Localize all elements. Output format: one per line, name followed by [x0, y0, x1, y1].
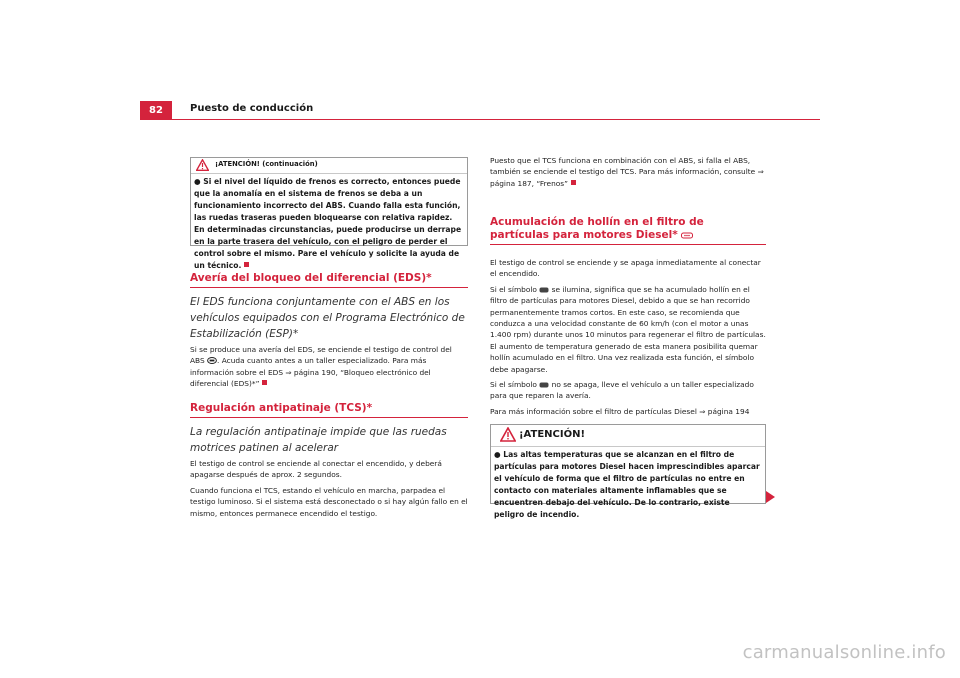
warning-continued-header: [191, 158, 467, 174]
eds-body-text-a: Si se produce una avería del EDS, se enciende el testigo de control del ABS: [190, 345, 452, 366]
warning-box: [490, 424, 766, 519]
soot-paragraph-3-a: Si el símbolo: [490, 380, 537, 390]
tcs-section: [190, 402, 468, 523]
tcs-continuation: [490, 155, 766, 193]
warning-header: [491, 425, 765, 447]
continue-arrow-icon: [766, 491, 775, 503]
warning-continued-body: [191, 174, 467, 272]
eds-body: [190, 344, 468, 390]
eds-title: Avería del bloqueo del diferencial (EDS)*: [190, 272, 432, 284]
diesel-particle-filter-icon: [539, 382, 549, 388]
running-head: Puesto de conducción: [190, 103, 314, 114]
tcs-title: Regulación antipatinaje (TCS)*: [190, 402, 373, 414]
soot-paragraph-2-b: se ilumina, significa que se ha acumulado hollín en el filtro de partículas para motores Diesel, debido a que se han recorrido permanentemente tramos cortos. En este caso, se recomienda que conduzca a una velocidad constante de 60 km/h (con el motor a unas 1.400 rpm) durante unos 10 minutos para regenerar el filtro de partículas. El aumento de temperatura generado de esta manera posibilita quemar hollín acumulado en el filtro. Una vez realizada esta función, el símbolo debe apagarse.: [490, 284, 766, 374]
soot-paragraph-1: El testigo de control se enciende y se apaga inmediatamente al conectar el encendido.: [490, 258, 761, 279]
eds-lead: El EDS funciona conjuntamente con el ABS en los vehículos equipados con el Programa Electrónico de Estabilización (ESP)*: [190, 296, 465, 340]
header-rule: [172, 119, 820, 120]
soot-paragraph-2: [490, 284, 766, 375]
warning-triangle-icon: [196, 159, 209, 171]
diesel-particle-filter-icon: [681, 232, 693, 239]
tcs-title-rule: [190, 417, 468, 418]
watermark: carmanualsonline.info: [742, 642, 946, 663]
end-mark-icon: [571, 180, 576, 185]
soot-paragraph-4: Para más información sobre el filtro de partículas Diesel ⇒ página 194: [490, 406, 750, 416]
tcs-lead: La regulación antipatinaje impide que las ruedas motrices patinen al acelerar: [190, 426, 447, 454]
warning-triangle-icon: [500, 427, 516, 442]
page-number: 82: [149, 105, 163, 116]
soot-paragraph-3: [490, 379, 766, 402]
diesel-particle-filter-icon: [539, 287, 549, 293]
soot-title-text: Acumulación de hollín en el filtro de partículas para motores Diesel*: [490, 216, 704, 241]
soot-body: [490, 257, 766, 417]
eds-body-text-b: . Acuda cuanto antes a un taller especializado. Para más información sobre el EDS ⇒ página 190, “Bloqueo electrónico del diferencial (EDS)*”: [190, 356, 431, 389]
soot-title: [490, 216, 766, 242]
soot-section: [490, 216, 766, 421]
end-mark-icon: [262, 380, 267, 385]
tcs-paragraph-2: Cuando funciona el TCS, estando el vehículo en marcha, parpadea el testigo luminoso. Si el sistema está desconectado o si hay algún fallo en el mismo, entonces permanece encendido el testigo.: [190, 485, 468, 518]
warning-continued-text: Si el nivel del líquido de frenos es correcto, entonces puede que la anomalía en el sistema de frenos se deba a un funcionamiento incorrecto del ABS. Cuando falla esta función, las ruedas traseras pueden bloquearse con relativa rapidez. En determinadas circunstancias, puede producirse un derrape en la parte trasera del vehículo, con el peligro de perder el control sobre el mismo. Pare el vehículo y solicite la ayuda de un técnico.: [194, 177, 462, 270]
bullet-icon: ●: [194, 177, 204, 186]
eds-title-rule: [190, 287, 468, 288]
warning-title: ¡ATENCIÓN!: [519, 429, 586, 440]
tcs-body: [190, 458, 468, 519]
warning-body: [491, 447, 765, 521]
soot-title-rule: [490, 244, 766, 245]
eds-section: [190, 272, 468, 394]
tcs-continuation-text: Puesto que el TCS funciona en combinación con el ABS, si falla el ABS, también se enciende el testigo del TCS. Para más información, consulte ⇒ página 187, “Frenos”: [490, 156, 764, 188]
tcs-paragraph-1: El testigo de control se enciende al conectar el encendido, y deberá apagarse después de aprox. 2 segundos.: [190, 459, 442, 480]
warning-continued-box: [190, 157, 468, 270]
warning-text: Las altas temperaturas que se alcanzan en el filtro de partículas para motores Diesel hacen imprescindibles aparcar el vehículo de forma que el filtro de partículas no entre en contacto con materiales altamente inflamables que se encuentren debajo del vehículo. De lo contrario, existe peligro de incendio.: [494, 450, 760, 519]
bullet-icon: ●: [494, 450, 504, 459]
warning-continued-title: ¡ATENCIÓN! (continuación): [215, 160, 318, 168]
soot-paragraph-2-a: Si el símbolo: [490, 284, 537, 294]
soot-paragraph-3-b: no se apaga, lleve el vehículo a un taller especializado para que reparen la avería.: [490, 380, 754, 401]
end-mark-icon: [244, 262, 249, 267]
abs-warning-light-icon: [207, 357, 217, 364]
